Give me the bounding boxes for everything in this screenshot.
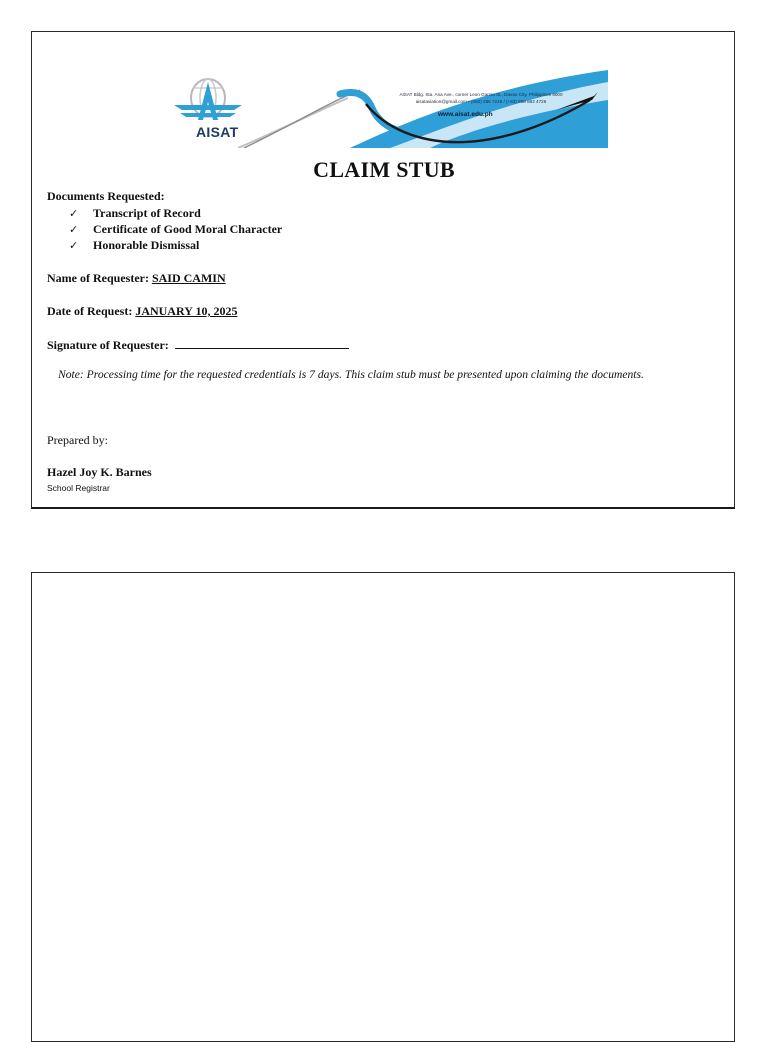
- requester-name-row: [47, 271, 226, 286]
- document-label: Certificate of Good Moral Character: [93, 222, 283, 236]
- list-item: [69, 221, 282, 237]
- processing-note: Note: Processing time for the requested credentials is 7 days. This claim stub must be presented upon claiming the documents.: [58, 368, 644, 381]
- checkmark-icon: ✓: [69, 223, 79, 236]
- checkmark-icon: ✓: [69, 207, 79, 220]
- document-label: Transcript of Record: [93, 206, 201, 220]
- documents-list: [69, 205, 282, 253]
- document-label: Honorable Dismissal: [93, 238, 200, 252]
- address-line: AISAT Bldg. Sta. Ana Ave., corner Leon Garcia St., Davao City, Philippines 8000: [399, 92, 563, 97]
- request-date-row: [47, 304, 237, 319]
- documents-heading: Documents Requested:: [47, 189, 165, 203]
- signature-label: Signature of Requester:: [47, 338, 169, 352]
- registrar-name: Hazel Joy K. Barnes: [47, 465, 152, 479]
- logo-wordmark: AISAT: [196, 124, 239, 140]
- list-item: [69, 237, 282, 253]
- registrar-title: School Registrar: [47, 483, 110, 493]
- blank-page: [31, 572, 735, 1042]
- requester-name-value: SAID CAMIN: [151, 271, 226, 285]
- page-title: CLAIM STUB: [313, 157, 455, 182]
- request-date-value: JANUARY 10, 2025: [135, 304, 238, 318]
- aisat-logo: [172, 74, 246, 144]
- request-date-label: Date of Request:: [47, 304, 133, 318]
- globe-wings-icon: [172, 74, 246, 124]
- letterhead-address: [386, 91, 576, 105]
- prepared-by-label: Prepared by:: [47, 433, 108, 447]
- requester-name-label: Name of Requester:: [47, 271, 149, 285]
- signature-row: [47, 336, 349, 353]
- website-text: www.aisat.edu.ph: [438, 111, 493, 118]
- contact-line: aisataviation@gmail.com • (082) 285 7219 / (+63) 908 882 4726: [415, 99, 547, 104]
- letterhead-banner: [160, 70, 608, 148]
- claim-stub-card: [31, 31, 735, 509]
- list-item: [69, 205, 282, 221]
- checkmark-icon: ✓: [69, 239, 79, 252]
- signature-line: [175, 336, 349, 349]
